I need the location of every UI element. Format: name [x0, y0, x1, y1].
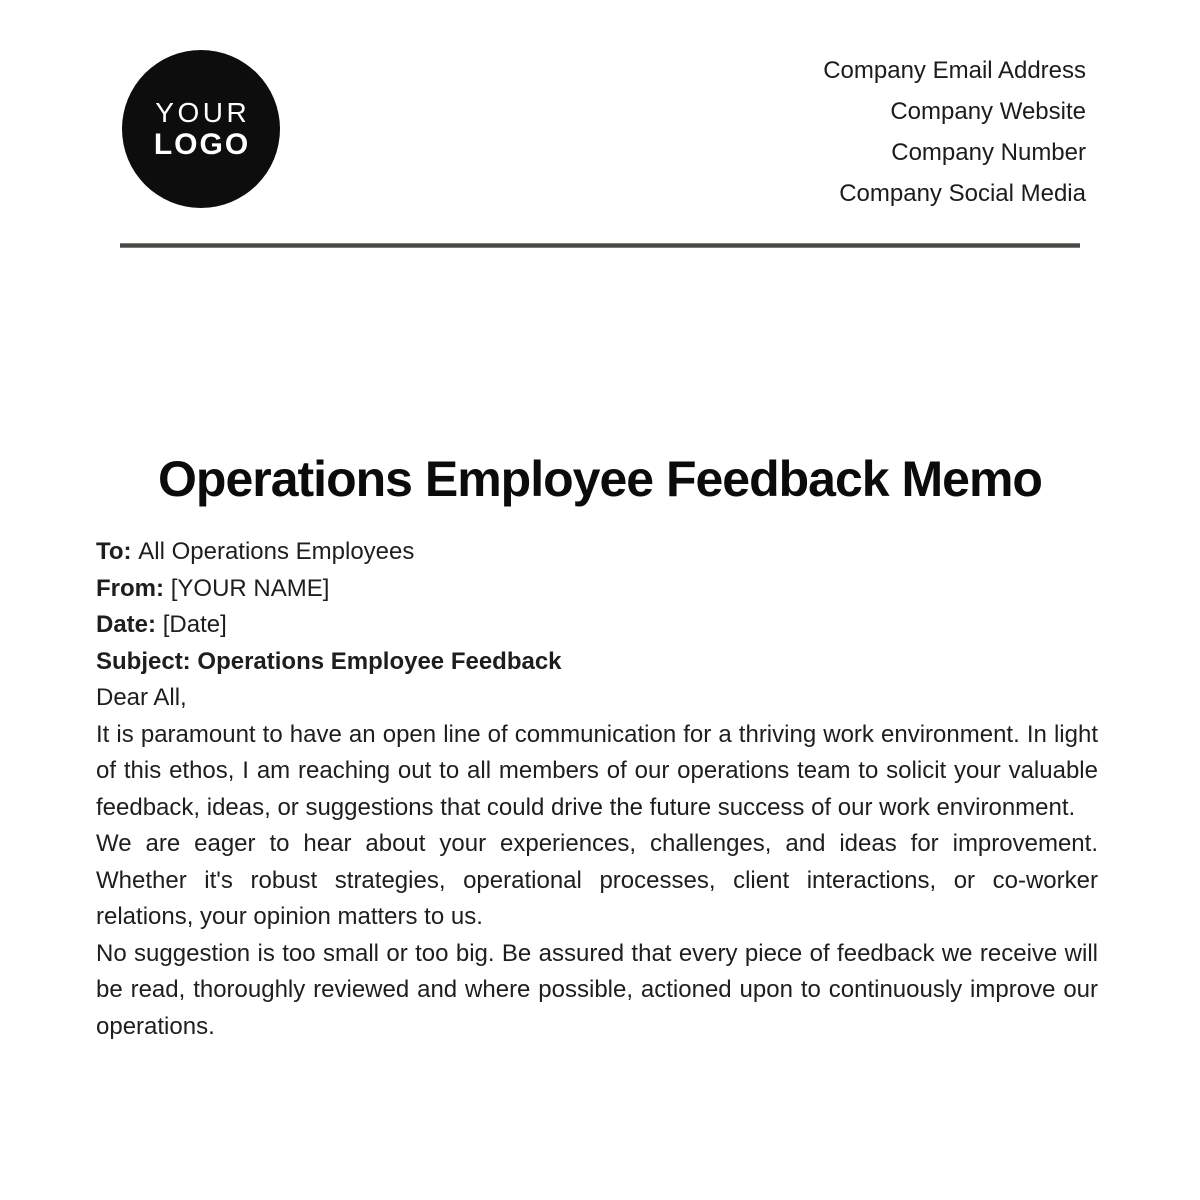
- header-divider-rule: [120, 243, 1080, 248]
- company-logo: [122, 50, 280, 208]
- meta-row-from: [96, 571, 1098, 608]
- memo-title: Operations Employee Feedback Memo: [158, 450, 1042, 507]
- meta-row-subject: [96, 644, 1098, 681]
- meta-subject-label: Subject:: [96, 647, 191, 675]
- company-social-media: Company Social Media: [839, 180, 1086, 207]
- company-website: Company Website: [890, 98, 1086, 125]
- body-paragraph-2: We are eager to hear about your experiences, challenges, and ideas for improvement. Whether it's robust strategies, operational processes, client interactions, or co-worker relations, your opinion matters to us.: [96, 830, 1098, 930]
- meta-row-to: [96, 534, 1098, 571]
- memo-content: [96, 534, 1098, 1045]
- company-email: Company Email Address: [823, 57, 1086, 84]
- salutation: Dear All,: [96, 684, 187, 711]
- meta-from-value: [YOUR NAME]: [170, 574, 330, 602]
- body-paragraph-3: No suggestion is too small or too big. Be assured that every piece of feedback we receive will be read, thoroughly reviewed and where possible, actioned upon to continuously improve our operations.: [96, 939, 1098, 1040]
- company-contact-block: [823, 50, 1086, 214]
- meta-to-value: All Operations Employees: [138, 538, 415, 565]
- body-paragraph-1: It is paramount to have an open line of communication for a thriving work environment. In light of this ethos, I am reaching out to all members of our operations team to solicit your valuable feedback, ideas, or suggestions that could drive the future success of our work environment.: [96, 720, 1098, 821]
- meta-subject-value: Operations Employee Feedback: [197, 647, 562, 675]
- meta-from-label: From:: [96, 574, 164, 602]
- logo-text-logo: LOGO: [153, 128, 251, 161]
- meta-date-value: [Date]: [162, 611, 227, 638]
- memo-meta-block: [96, 534, 1098, 680]
- logo-text-your: YOUR: [155, 97, 251, 128]
- meta-date-label: Date:: [96, 611, 157, 638]
- meta-to-label: To:: [96, 538, 132, 565]
- meta-row-date: [96, 607, 1098, 644]
- company-number: Company Number: [891, 139, 1086, 166]
